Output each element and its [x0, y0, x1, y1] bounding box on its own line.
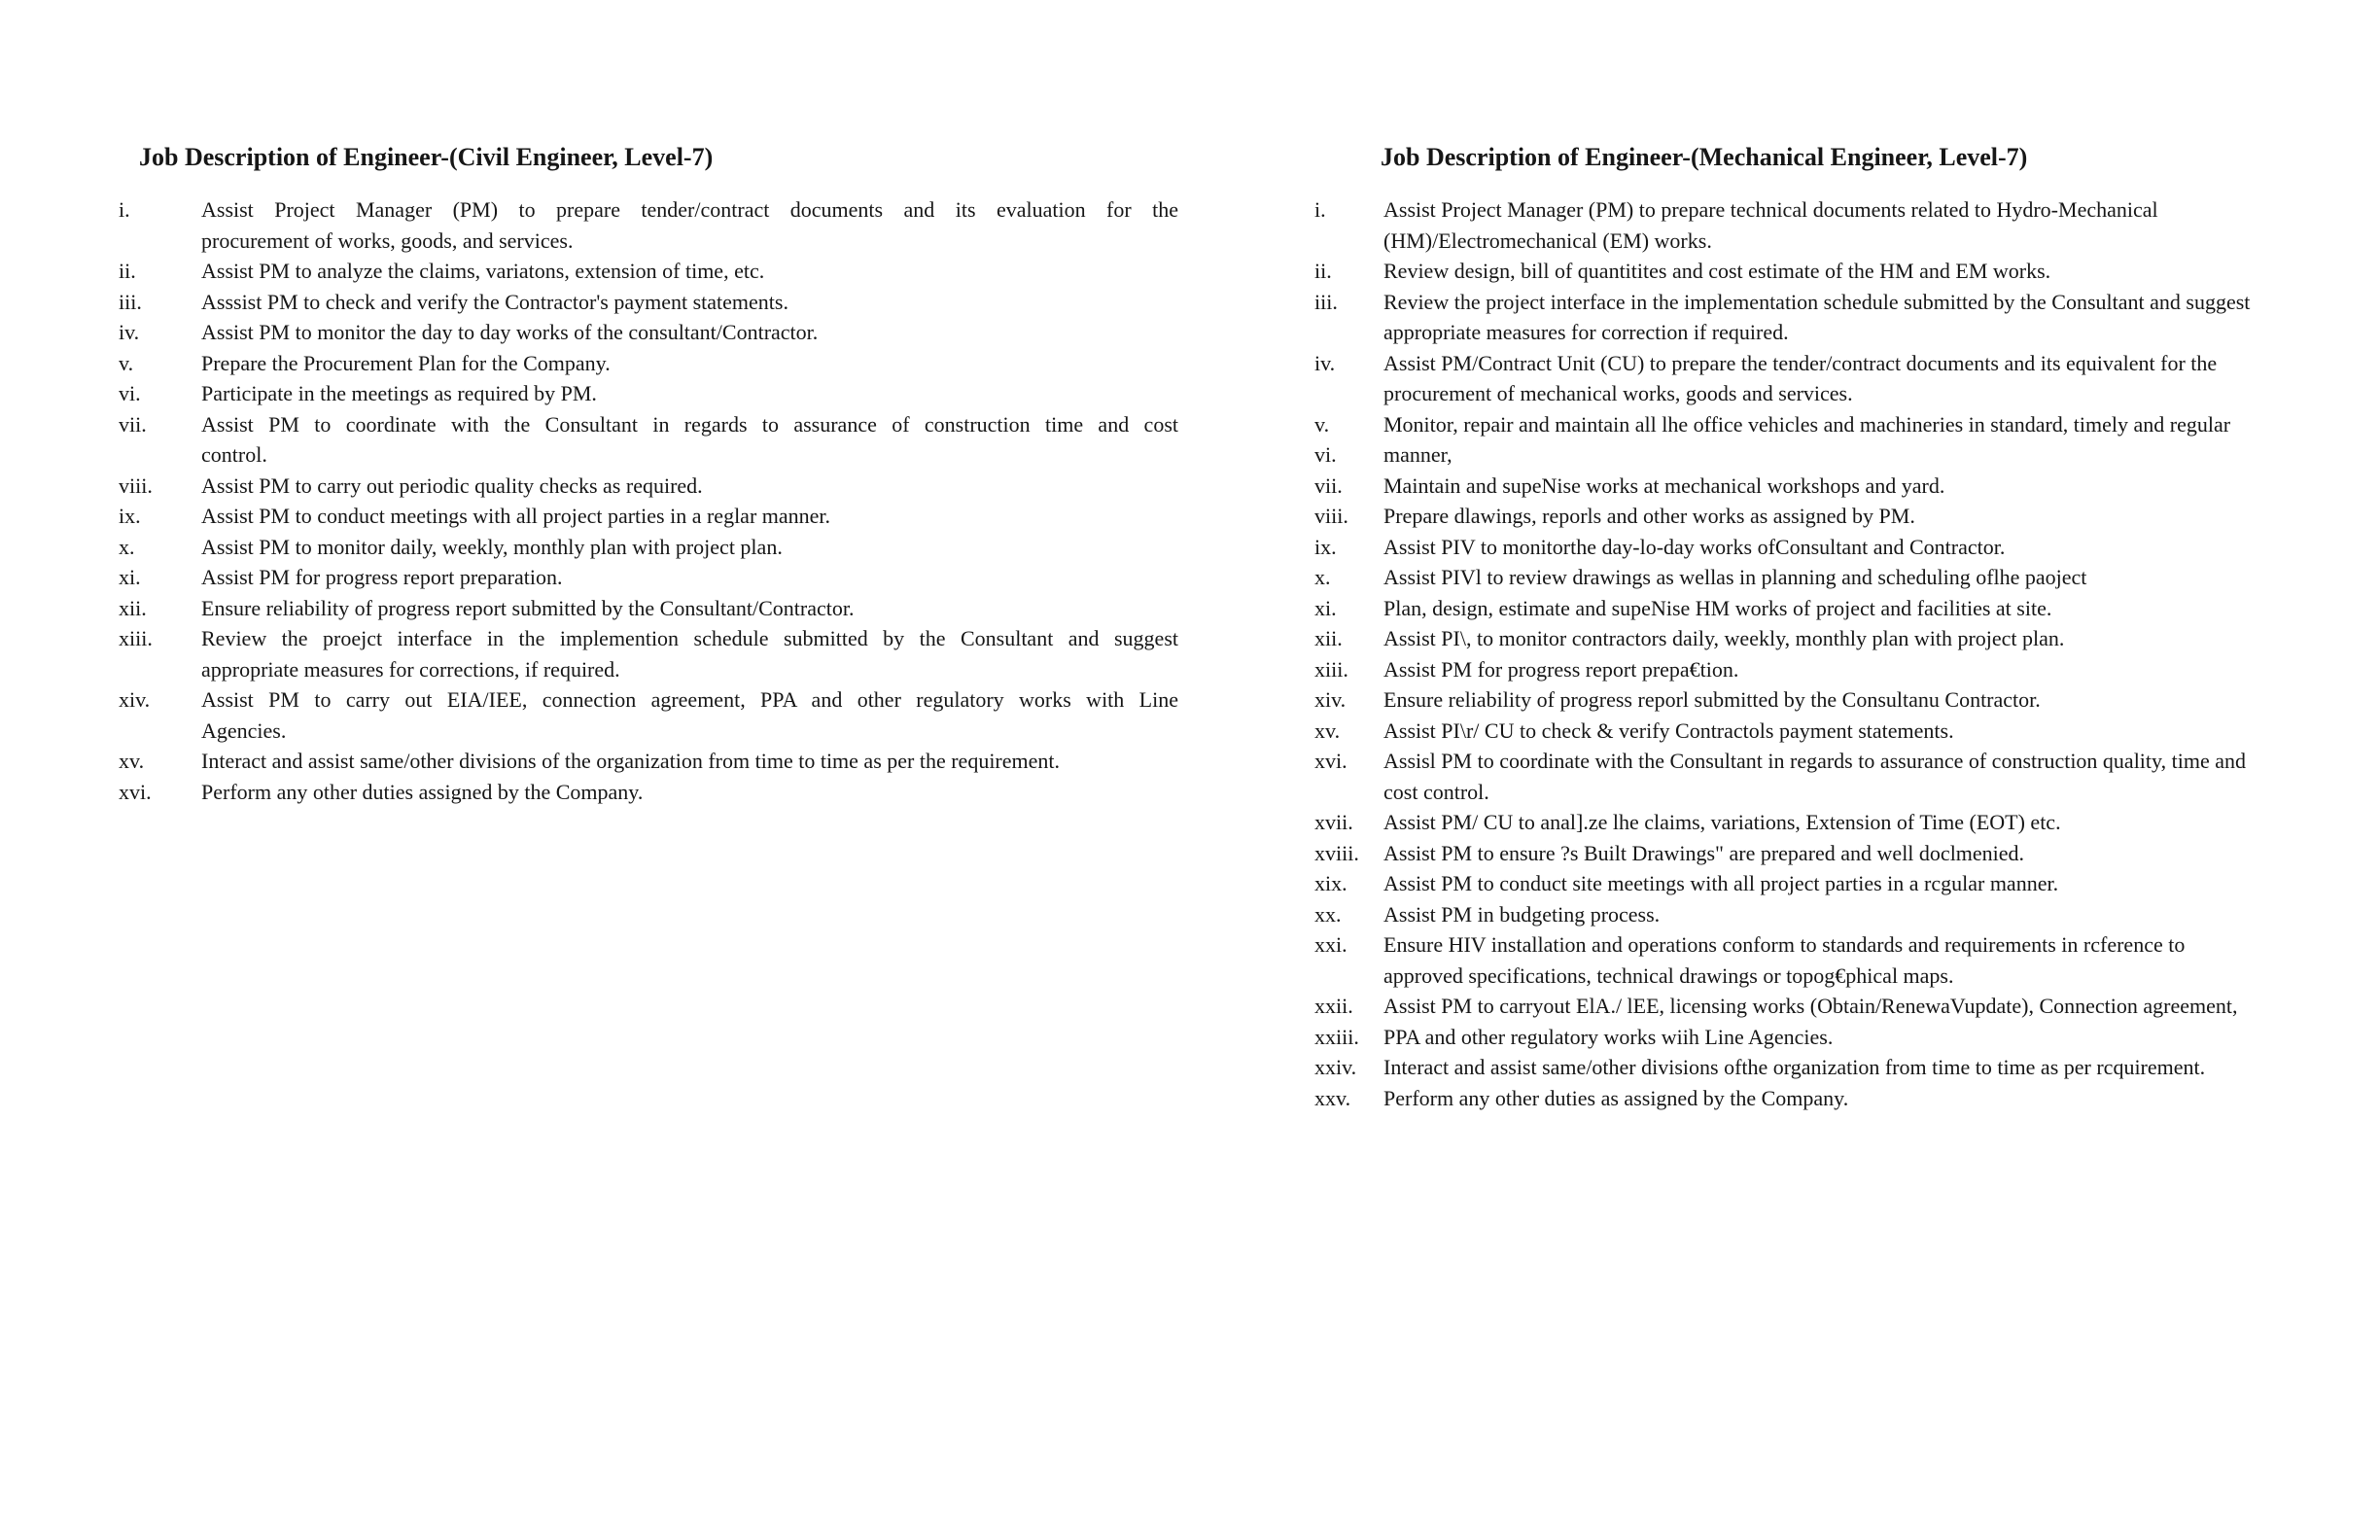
item-numeral: iii.: [1314, 289, 1338, 314]
list-item: [1314, 194, 2364, 256]
item-text: [1383, 562, 2364, 593]
item-text: [1383, 287, 2364, 348]
item-text: [1383, 991, 2364, 1022]
list-item: [1314, 439, 2364, 471]
list-item: [119, 532, 1178, 563]
item-text-line: Assist PM to conduct site meetings with all project parties in a rcgular manner.: [1383, 871, 2059, 895]
item-text-line: appropriate measures for correction if required.: [1383, 320, 1789, 344]
item-numeral: xi.: [1314, 595, 1337, 620]
item-text-line: appropriate measures for corrections, if required.: [201, 656, 620, 682]
list-item: [1314, 623, 2364, 654]
item-text: [201, 287, 1178, 318]
item-numeral: ii.: [1314, 259, 1332, 283]
item-text-line: Prepare dlawings, reporls and other works as assigned by PM.: [1383, 504, 1915, 528]
item-numeral: i.: [1314, 197, 1326, 222]
item-numeral: iii.: [119, 289, 142, 314]
item-numeral: xii.: [119, 595, 147, 620]
civil-engineer-duty-list: [119, 194, 1178, 807]
list-item: [119, 777, 1178, 808]
list-item: [119, 562, 1178, 593]
item-numeral: xiii.: [1314, 656, 1348, 682]
item-numeral: vii.: [119, 411, 147, 437]
item-numeral: xix.: [1314, 871, 1348, 895]
item-text-line: Assist PM to monitor daily, weekly, monthly plan with project plan.: [201, 534, 783, 559]
item-text-line: Plan, design, estimate and supeNise HM works of project and facilities at site.: [1383, 595, 2052, 620]
civil-engineer-title: Job Description of Engineer-(Civil Engineer, Level-7): [139, 143, 714, 171]
list-item: [1314, 807, 2364, 838]
item-text-line: Assist PM to monitor the day to day works of the consultant/Contractor.: [201, 320, 819, 344]
item-text-line: Assist PM to carry out periodic quality checks as required.: [201, 472, 703, 498]
list-item: [1314, 868, 2364, 899]
item-text-line: PPA and other regulatory works wiih Line Agencies.: [1383, 1024, 1834, 1049]
item-text: [1383, 716, 2364, 747]
list-item: [1314, 1083, 2364, 1114]
item-text: [1383, 899, 2364, 930]
item-numeral: vi.: [1314, 442, 1337, 467]
list-item: [119, 746, 1178, 777]
item-text: [201, 256, 1178, 287]
item-text-line: Interact and assist same/other divisions ofthe organization from time to time as per rcquirement.: [1383, 1055, 2206, 1079]
item-text: [1383, 838, 2364, 869]
item-text: [1383, 439, 2364, 471]
item-numeral: x.: [1314, 565, 1331, 589]
item-numeral: xvi.: [119, 779, 152, 804]
item-text-line: Ensure reliability of progress reporl submitted by the Consultanu Contractor.: [1383, 687, 2041, 712]
item-text-line: Assist PI\, to monitor contractors daily, weekly, monthly plan with project plan.: [1383, 626, 2065, 650]
list-item: [1314, 256, 2364, 287]
list-item: [1314, 838, 2364, 869]
item-text: [201, 777, 1178, 808]
item-text-line: (HM)/Electromechanical (EM) works.: [1383, 228, 1712, 253]
item-numeral: xii.: [1314, 626, 1343, 650]
item-text-line: Interact and assist same/other divisions of the organization from time to time as per the requirement.: [201, 749, 1061, 773]
item-text-line: manner,: [1383, 442, 1452, 467]
item-text-line: Assist PM to carryout ElA./ lEE, licensing works (Obtain/RenewaVupdate), Connection agreement,: [1383, 994, 2238, 1018]
list-item: [119, 471, 1178, 502]
item-text-line: approved specifications, technical drawings or topog€phical maps.: [1383, 962, 1954, 988]
item-numeral: x.: [119, 534, 135, 559]
item-text-line: Assist PM to ensure ?s Built Drawings" are prepared and well doclmenied.: [1383, 840, 2025, 865]
item-text: [1383, 684, 2364, 716]
item-text-line: Assist Project Manager (PM) to prepare technical documents related to Hydro-Mechanical: [1383, 197, 2158, 222]
item-text-line: Participate in the meetings as required by PM.: [201, 381, 597, 405]
list-item: [119, 623, 1178, 684]
item-text-line: Asssist PM to check and verify the Contractor's payment statements.: [201, 289, 788, 314]
item-text-line: Perform any other duties as assigned by the Company.: [1383, 1085, 1849, 1110]
item-text-line: Assist PM/ CU to anal].ze lhe claims, variations, Extension of Time (EOT) etc.: [1383, 810, 2061, 834]
item-numeral: xxiii.: [1314, 1024, 1359, 1049]
item-text: [1383, 1083, 2364, 1114]
item-text: [1383, 623, 2364, 654]
item-numeral: xxii.: [1314, 994, 1353, 1018]
item-text-line: Assist PM/Contract Unit (CU) to prepare the tender/contract documents and its equivalent for the: [1383, 350, 2218, 375]
item-text: [201, 194, 1178, 256]
item-numeral: xiii.: [119, 626, 153, 650]
item-text-line: control.: [201, 442, 267, 467]
list-item: [1314, 562, 2364, 593]
item-numeral: v.: [119, 350, 134, 375]
item-numeral: xx.: [1314, 901, 1342, 927]
item-text: [201, 684, 1178, 746]
item-text: [1383, 1052, 2364, 1083]
item-text-line: Assist PIV to monitorthe day-lo-day works ofConsultant and Contractor.: [1383, 534, 2006, 559]
list-item: [119, 348, 1178, 379]
item-text-line: Prepare the Procurement Plan for the Company.: [201, 350, 611, 375]
item-text-line: Review the project interface in the implementation schedule submitted by the Consultant and suggest: [1383, 289, 2251, 314]
item-text-line: Assist Project Manager (PM) to prepare tender/contract documents and its evaluation for the: [201, 197, 1178, 222]
item-numeral: xi.: [119, 565, 141, 589]
item-numeral: xvi.: [1314, 749, 1348, 773]
item-text: [201, 623, 1178, 684]
item-text: [201, 348, 1178, 379]
item-numeral: xiv.: [1314, 687, 1347, 712]
item-numeral: xxiv.: [1314, 1055, 1357, 1079]
item-numeral: xiv.: [119, 687, 151, 712]
item-numeral: viii.: [1314, 504, 1348, 528]
item-numeral: xvii.: [1314, 810, 1353, 834]
item-text-line: cost control.: [1383, 779, 1489, 804]
item-text: [1383, 807, 2364, 838]
item-text-line: Review design, bill of quantitites and cost estimate of the HM and EM works.: [1383, 259, 2051, 283]
item-numeral: xv.: [119, 749, 145, 773]
list-item: [1314, 471, 2364, 502]
item-text-line: Assist PM to carry out EIA/IEE, connection agreement, PPA and other regulatory works with Line: [201, 687, 1178, 712]
item-text: [1383, 194, 2364, 256]
item-text-line: Assist PM to conduct meetings with all project parties in a reglar manner.: [201, 504, 831, 528]
item-text-line: Assist PIVl to review drawings as wellas in planning and scheduling oflhe paoject: [1383, 565, 2087, 589]
item-text: [1383, 746, 2364, 807]
item-text-line: Agencies.: [201, 718, 287, 743]
item-text: [1383, 532, 2364, 563]
list-item: [1314, 716, 2364, 747]
list-item: [1314, 501, 2364, 532]
list-item: [1314, 991, 2364, 1022]
item-text: [201, 532, 1178, 563]
item-text: [1383, 348, 2364, 409]
item-text-line: Assist PI\r/ CU to check & verify Contractols payment statements.: [1383, 718, 1954, 743]
item-text: [1383, 409, 2364, 440]
list-item: [119, 378, 1178, 409]
list-item: [1314, 1052, 2364, 1083]
item-text: [201, 593, 1178, 624]
list-item: [119, 287, 1178, 318]
item-text: [1383, 868, 2364, 899]
item-text-line: Assist PM for progress report preparation.: [201, 565, 563, 589]
item-text-line: Perform any other duties assigned by the Company.: [201, 779, 644, 804]
list-item: [1314, 684, 2364, 716]
mechanical-engineer-section: [1314, 142, 2364, 1113]
item-text-line: Assist PM to analyze the claims, variatons, extension of time, etc.: [201, 259, 765, 283]
item-numeral: xxv.: [1314, 1085, 1351, 1110]
item-text: [201, 501, 1178, 532]
item-numeral: vii.: [1314, 472, 1343, 498]
item-text: [1383, 256, 2364, 287]
item-text: [201, 409, 1178, 471]
item-numeral: iv.: [1314, 350, 1336, 375]
list-item: [1314, 287, 2364, 348]
item-numeral: xv.: [1314, 718, 1341, 743]
item-numeral: vi.: [119, 381, 141, 405]
list-item: [1314, 409, 2364, 440]
mechanical-engineer-duty-list: [1314, 194, 2364, 1113]
item-text-line: Assist PM to coordinate with the Consultant in regards to assurance of construction time and cost: [201, 411, 1178, 437]
item-text: [201, 317, 1178, 348]
item-text-line: Ensure reliability of progress report submitted by the Consultant/Contractor.: [201, 595, 855, 620]
list-item: [119, 317, 1178, 348]
item-numeral: xviii.: [1314, 840, 1359, 865]
list-item: [1314, 746, 2364, 807]
item-text: [1383, 501, 2364, 532]
list-item: [119, 501, 1178, 532]
item-text: [201, 562, 1178, 593]
item-text: [1383, 593, 2364, 624]
item-text: [1383, 929, 2364, 991]
item-text-line: Ensure HIV installation and operations conform to standards and requirements in rcference to: [1383, 932, 2186, 957]
item-text-line: Monitor, repair and maintain all lhe office vehicles and machineries in standard, timely and regular: [1383, 411, 2231, 437]
list-item: [1314, 1022, 2364, 1053]
list-item: [1314, 348, 2364, 409]
item-text: [201, 746, 1178, 777]
item-numeral: viii.: [119, 472, 153, 498]
item-numeral: ii.: [119, 259, 136, 283]
item-text-line: Assist PM for progress report prepa€tion.: [1383, 656, 1739, 682]
list-item: [119, 194, 1178, 256]
item-text: [1383, 471, 2364, 502]
mechanical-engineer-title: Job Description of Engineer-(Mechanical Engineer, Level-7): [1381, 143, 2028, 171]
list-item: [1314, 593, 2364, 624]
list-item: [1314, 929, 2364, 991]
list-item: [1314, 899, 2364, 930]
item-numeral: v.: [1314, 411, 1330, 437]
item-numeral: i.: [119, 197, 130, 222]
item-numeral: xxi.: [1314, 932, 1348, 957]
item-text: [1383, 1022, 2364, 1053]
list-item: [1314, 532, 2364, 563]
civil-engineer-section: [119, 142, 1178, 807]
item-text: [201, 378, 1178, 409]
item-text: [1383, 654, 2364, 685]
item-text-line: Assisl PM to coordinate with the Consultant in regards to assurance of construction quality, time and: [1383, 749, 2246, 773]
item-text: [201, 471, 1178, 502]
item-text-line: Maintain and supeNise works at mechanical workshops and yard.: [1383, 472, 1945, 498]
item-numeral: iv.: [119, 320, 140, 344]
list-item: [119, 684, 1178, 746]
item-text-line: Assist PM in budgeting process.: [1383, 901, 1661, 927]
item-text-line: procurement of works, goods, and services.: [201, 228, 574, 253]
list-item: [1314, 654, 2364, 685]
item-text-line: Review the proejct interface in the implemention schedule submitted by the Consultant and suggest: [201, 626, 1178, 650]
list-item: [119, 256, 1178, 287]
list-item: [119, 409, 1178, 471]
item-numeral: ix.: [119, 504, 141, 528]
item-numeral: ix.: [1314, 534, 1337, 559]
list-item: [119, 593, 1178, 624]
item-text-line: procurement of mechanical works, goods and services.: [1383, 381, 1853, 405]
